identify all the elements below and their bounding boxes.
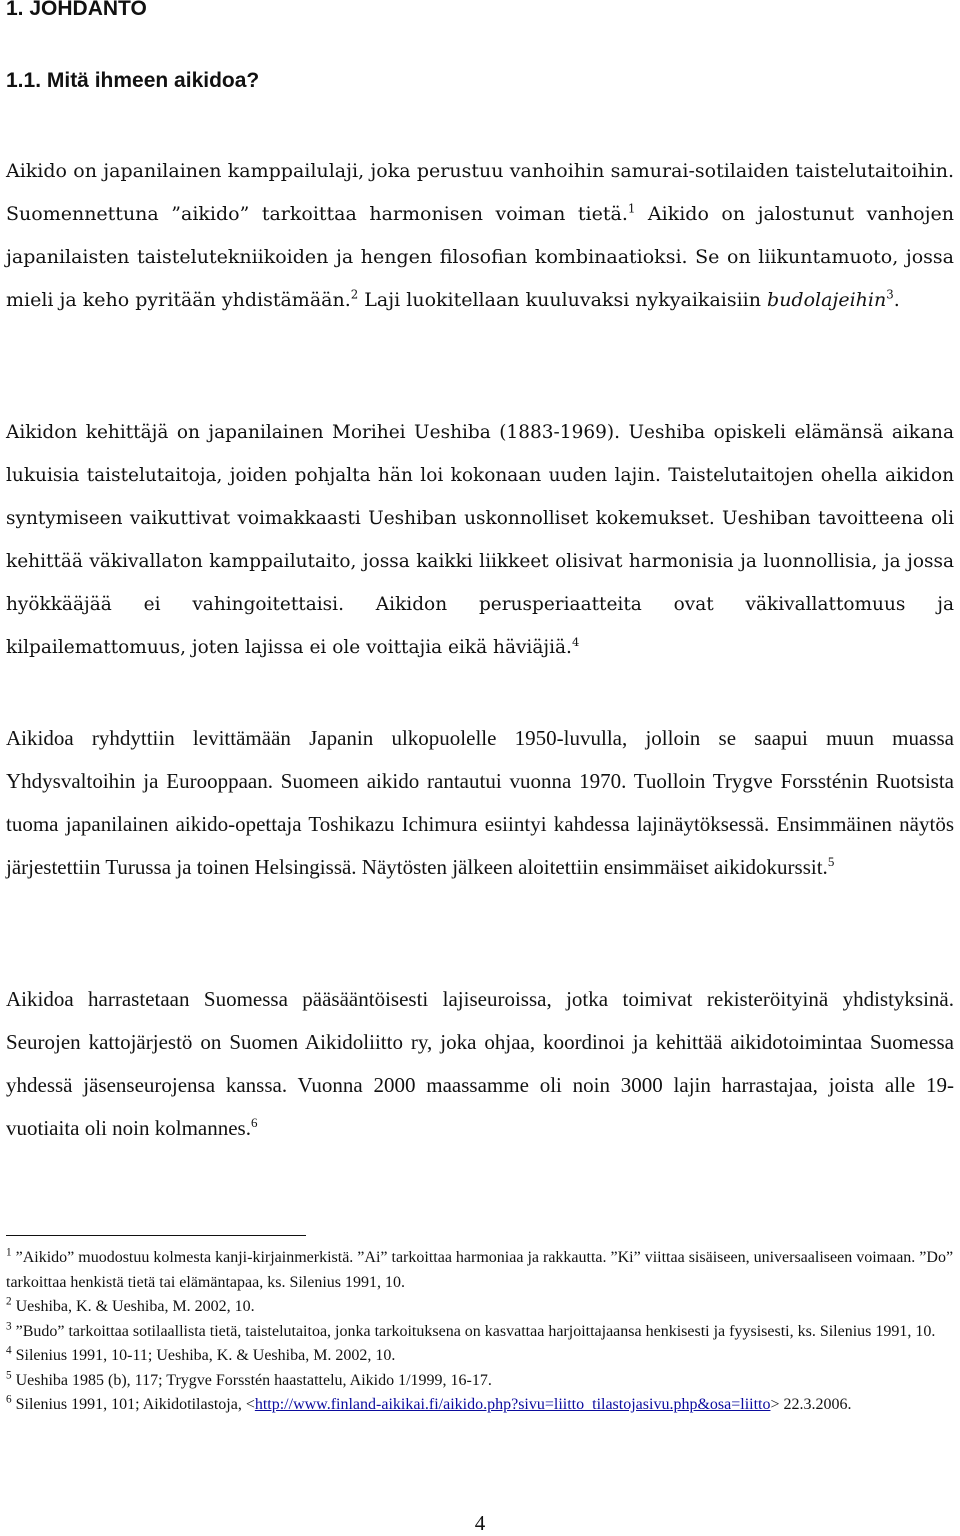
footnote-6 <box>6 1393 954 1418</box>
italic-term: budolajeihin <box>767 289 887 311</box>
footnote-1 <box>6 1246 954 1295</box>
paragraph-text: Aikidoa harrastetaan Suomessa pääsääntöisesti lajiseuroissa, jotka toimivat rekisteröityinä yhdistyksinä. Seurojen kattojärjestö on Suomen Aikidoliitto ry, joka ohjaa, koordinoi ja kehittää aikidotoimintaa Suomessa yhdessä jäsenseurojensa kanssa. Vuonna 2000 maassamme oli noin 3000 lajin harrastajaa, joista alle 19-vuotiaita oli noin kolmannes. <box>6 987 954 1140</box>
footnote-number: 3 <box>6 1320 12 1333</box>
paragraph-founder <box>6 411 954 669</box>
footnote-ref-2[interactable]: 2 <box>350 287 359 302</box>
page-number: 4 <box>474 1511 486 1535</box>
footnote-text: Ueshiba 1985 (b), 117; Trygve Forsstén haastattelu, Aikido 1/1999, 16-17. <box>11 1371 492 1389</box>
footnote-5 <box>6 1369 954 1394</box>
footnote-divider <box>6 1235 306 1236</box>
paragraph-text: Aikidon kehittäjä on japanilainen Morihei Ueshiba (1883-1969). Ueshiba opiskeli elämänsä aikana lukuisia taistelutaitoja, joiden pohjalta hän loi kokonaan uuden lajin. Taistelutaitojen ohella aikidon syntymiseen vaikuttivat voimakkaasti Ueshiban uskonnolliset kokemukset. Ueshiban tavoitteena oli kehittää väkivallaton kamppailutaito, jossa kaikki liikkeet olisivat harmonisia ja luonnollisia, ja jossa hyökkääjää ei vahingoitettaisi. Aikidon perusperiaatteita ovat väkivallattomuus ja kilpailemattomuus, joten lajissa ei ole voittajia eikä häviäjiä. <box>6 422 954 658</box>
paragraph-text: Aikido on japanilainen kamppailulaji, joka perustuu vanhoihin samurai-sotilaiden taistelutaitoihin. Suomennettuna ”aikido” tarkoittaa harmonisen voiman tietä. <box>6 160 954 225</box>
footnote-number: 5 <box>6 1369 12 1382</box>
footnotes <box>6 1246 954 1418</box>
footnote-text: ”Budo” tarkoittaa sotilaallista tietä, taistelutaitoa, jonka tarkoituksena on kasvattaa harjoittajaansa henkisesti ja fyysisesti, ks. Silenius 1991, 10. <box>11 1322 936 1340</box>
footnote-number: 6 <box>6 1393 12 1406</box>
footnote-2 <box>6 1295 954 1320</box>
footnote-ref-3[interactable]: 3 <box>886 287 894 302</box>
paragraph-finland <box>6 978 954 1150</box>
footnote-number: 2 <box>6 1295 12 1308</box>
paragraph-text: Laji luokitellaan kuuluvaksi nykyaikaisiin <box>358 289 768 311</box>
footnote-ref-4[interactable]: 4 <box>571 634 580 649</box>
footnote-text: ”Aikido” muodostuu kolmesta kanji-kirjainmerkistä. ”Ai” tarkoittaa harmoniaa ja rakkautta. ”Ki” viittaa sisäiseen, universaaliseen voimaan. ”Do” tarkoittaa henkistä tietä tai elämäntapaa, ks. Silenius 1991, 10. <box>6 1249 954 1291</box>
paragraph-intro <box>6 150 954 322</box>
footnote-text: Ueshiba, K. & Ueshiba, M. 2002, 10. <box>11 1298 255 1315</box>
section-heading: 1.1. Mitä ihmeen aikidoa? <box>6 69 260 92</box>
footnote-number: 1 <box>6 1246 12 1259</box>
footnote-4 <box>6 1344 954 1369</box>
footnote-text: Silenius 1991, 10-11; Ueshiba, K. & Ueshiba, M. 2002, 10. <box>11 1347 396 1364</box>
footnote-ref-1[interactable]: 1 <box>627 201 636 216</box>
footnote-text: > 22.3.2006. <box>770 1396 852 1413</box>
footnote-number: 4 <box>6 1344 12 1357</box>
paragraph-text: Aikidoa ryhdyttiin levittämään Japanin ulkopuolelle 1950-luvulla, jolloin se saapui muun muassa Yhdysvaltoihin ja Eurooppaan. Suomeen aikido rantautui vuonna 1970. Tuolloin Trygve Forssténin Ruotsista tuoma japanilainen aikido-opettaja Toshikazu Ichimura esiintyi kahdessa lajinäytöksessä. Ensimmäinen näytös järjestettiin Turussa ja toinen Helsingissä. Näytösten jälkeen aloitettiin ensimmäiset aikidokurssit. <box>6 726 954 879</box>
paragraph-spread <box>6 717 954 889</box>
footnote-text: Silenius 1991, 101; Aikidotilastoja, < <box>11 1396 255 1413</box>
footnote-3 <box>6 1320 954 1345</box>
statistics-link[interactable]: http://www.finland-aikikai.fi/aikido.php?sivu=liitto_tilastojasivu.php&osa=liitto <box>254 1396 771 1413</box>
paragraph-text: Aikido on jalostunut vanhojen japanilaisten taistelutekniikoiden ja hengen filosofian kombinaatioksi. Se on liikuntamuoto, jossa mieli ja keho pyritään yhdistämään. <box>6 203 954 311</box>
chapter-heading: 1. JOHDANTO <box>6 0 147 20</box>
paragraph-text: . <box>893 289 900 311</box>
footnote-ref-5[interactable]: 5 <box>827 854 835 869</box>
footnote-ref-6[interactable]: 6 <box>250 1115 258 1130</box>
